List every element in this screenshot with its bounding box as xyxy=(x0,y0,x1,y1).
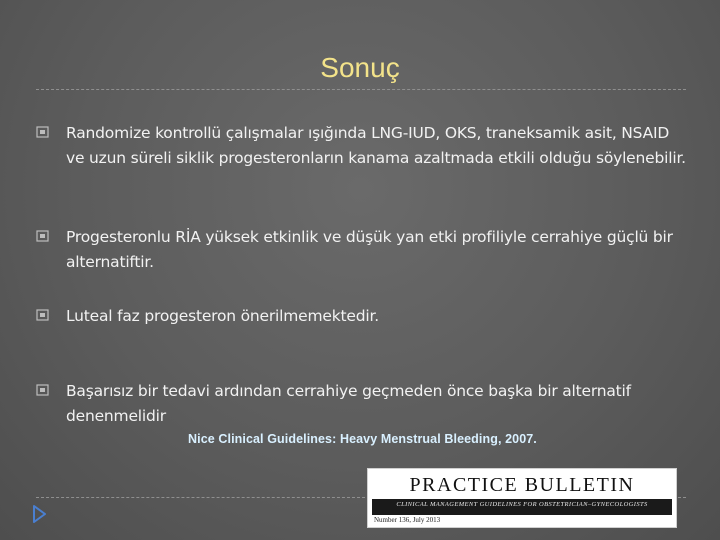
square-bullet-icon xyxy=(36,384,50,397)
practice-bulletin-number: Number 136, July 2013 xyxy=(374,516,441,524)
practice-bulletin-image xyxy=(367,468,677,528)
bullet-text: Progesteronlu RİA yüksek etkinlik ve düşük yan etki profiliyle cerrahiye güçlü bir alternatiftir. xyxy=(66,228,673,271)
square-bullet-icon xyxy=(36,230,50,243)
practice-bulletin-banner xyxy=(372,499,672,515)
practice-bulletin-subtitle: CLINICAL MANAGEMENT GUIDELINES FOR OBSTETRICIAN–GYNECOLOGISTS xyxy=(396,501,648,508)
reference-caption: Nice Clinical Guidelines: Heavy Menstrual Bleeding, 2007. xyxy=(188,432,537,446)
square-bullet-icon xyxy=(36,309,50,322)
title-divider xyxy=(36,89,686,90)
slide-title: Sonuç xyxy=(320,52,400,83)
bullet-text: Randomize kontrollü çalışmalar ışığında LNG-IUD, OKS, traneksamik asit, NSAID ve uzun süreli siklik progesteronların kanama azaltmada etkili olduğu söylenebilir. xyxy=(66,124,686,167)
bullet-text: Luteal faz progesteron önerilmemektedir. xyxy=(66,307,379,325)
bullet-text: Başarısız bir tedavi ardından cerrahiye geçmeden önce başka bir alternatif denenmelidir xyxy=(66,382,631,425)
square-bullet-icon xyxy=(36,126,50,139)
next-slide-arrow-icon[interactable] xyxy=(32,505,46,523)
practice-bulletin-title: PRACTICE BULLETIN xyxy=(409,474,635,496)
